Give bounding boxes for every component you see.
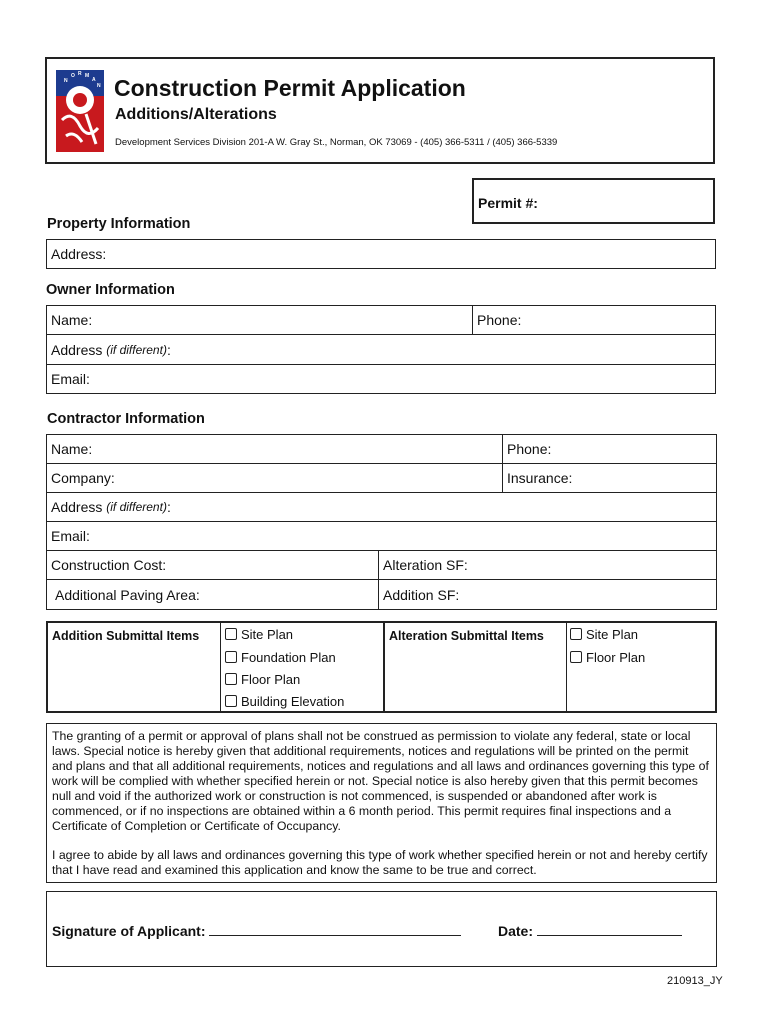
- alteration-submittal-heading: Alteration Submittal Items: [389, 629, 544, 643]
- permit-number-label: Permit #:: [478, 195, 538, 211]
- addition-foundation-plan-checkbox[interactable]: Foundation Plan: [225, 650, 336, 665]
- date-label: Date:: [498, 923, 534, 939]
- addition-sf-label: Addition SF:: [383, 586, 460, 603]
- owner-name-label: Name:: [51, 312, 93, 328]
- construction-cost-label: Construction Cost:: [51, 557, 167, 573]
- contractor-insurance-field[interactable]: [503, 464, 716, 492]
- contractor-section-heading: Contractor Information: [47, 411, 205, 427]
- svg-text:N: N: [64, 78, 68, 84]
- addition-building-elevation-checkbox[interactable]: Building Elevation: [225, 694, 344, 709]
- svg-text:M: M: [85, 73, 90, 79]
- checkbox-icon: [225, 673, 237, 685]
- contractor-company-label: Company:: [51, 470, 115, 486]
- property-section-heading: Property Information: [47, 216, 191, 232]
- alteration-sf-label: Alteration SF:: [383, 557, 468, 573]
- owner-phone-field[interactable]: [473, 306, 715, 334]
- contractor-address-label: Address: [51, 499, 103, 515]
- contractor-insurance-label: Insurance:: [507, 470, 573, 486]
- property-address-label: Address:: [51, 246, 107, 262]
- addition-site-plan-checkbox[interactable]: Site Plan: [225, 627, 293, 642]
- date-line[interactable]: [537, 921, 682, 936]
- construction-cost-field[interactable]: [47, 551, 377, 579]
- owner-email-field[interactable]: [47, 365, 715, 393]
- svg-text:N: N: [97, 83, 101, 89]
- form-code: 210913_JY: [667, 975, 723, 987]
- addition-sf-field[interactable]: [379, 580, 716, 609]
- owner-email-label: Email:: [51, 371, 90, 387]
- contractor-company-field[interactable]: [47, 464, 501, 492]
- contractor-email-field[interactable]: [47, 522, 716, 550]
- contractor-address-note: (if different): [106, 500, 167, 514]
- owner-name-field[interactable]: [47, 306, 471, 334]
- legal-paragraph-1: The granting of a permit or approval of plans shall not be construed as permission to violate any federal, state or local laws. Special notice is hereby given that additional requirements, notices and regulations will be printed on the permit and plans and that all additional requirements, notices and regulations and all laws and ordinances governing this type of work will be complied with whether specified herein or not. Special notice is also hereby given that this permit becomes null and void if the authorized work or construction is not commenced, is suspended or abandoned after work is commenced, or if no inspections are obtained within a 6 month period. This permit requires final inspections and a Certificate of Completion or Certificate of Occupancy.: [52, 729, 709, 833]
- addition-submittal-heading: Addition Submittal Items: [52, 629, 200, 643]
- alteration-floor-plan-checkbox[interactable]: Floor Plan: [570, 650, 645, 665]
- permit-number-box[interactable]: [472, 178, 715, 224]
- owner-address-label: Address: [51, 341, 103, 358]
- owner-address-field[interactable]: Address (if different) :: [51, 341, 171, 358]
- alteration-site-plan-checkbox[interactable]: Site Plan: [570, 627, 638, 642]
- addition-floor-plan-checkbox[interactable]: Floor Plan: [225, 672, 300, 687]
- alteration-sf-field[interactable]: [379, 551, 716, 579]
- checkbox-icon: [570, 651, 582, 663]
- paving-area-field[interactable]: [51, 580, 377, 609]
- contractor-phone-label: Phone:: [507, 441, 552, 457]
- signature-line[interactable]: [209, 921, 461, 936]
- contractor-email-label: Email:: [51, 528, 90, 544]
- signature-row: [52, 921, 461, 939]
- paving-area-label: Additional Paving Area:: [55, 586, 200, 603]
- contractor-address-field[interactable]: Address (if different) :: [51, 499, 171, 515]
- contractor-name-label: Name:: [51, 441, 93, 457]
- checkbox-icon: [570, 628, 582, 640]
- city-seal-logo: [56, 70, 104, 152]
- checkbox-icon: [225, 651, 237, 663]
- svg-text:A: A: [92, 77, 96, 83]
- contractor-name-field[interactable]: [47, 435, 501, 463]
- page-subtitle: Additions/Alterations: [115, 106, 277, 123]
- date-row: [498, 921, 682, 939]
- svg-text:O: O: [71, 73, 75, 79]
- checkbox-icon: [225, 695, 237, 707]
- legal-paragraph-2: I agree to abide by all laws and ordinances governing this type of work whether specified herein or not and hereby certify that I have read and examined this application and know the same to be true and correct.: [52, 848, 708, 877]
- owner-phone-label: Phone:: [477, 312, 522, 328]
- page-title: Construction Permit Application: [114, 75, 466, 101]
- checkbox-icon: [225, 628, 237, 640]
- contractor-phone-field[interactable]: [503, 435, 716, 463]
- division-address: Development Services Division 201-A W. Gray St., Norman, OK 73069 - (405) 366-5311 / (405) 366-5339: [115, 137, 558, 148]
- signature-label: Signature of Applicant:: [52, 923, 206, 939]
- svg-text:R: R: [78, 71, 82, 77]
- owner-address-note: (if different): [106, 342, 167, 357]
- owner-section-heading: Owner Information: [46, 282, 175, 298]
- property-address-field[interactable]: [47, 240, 715, 268]
